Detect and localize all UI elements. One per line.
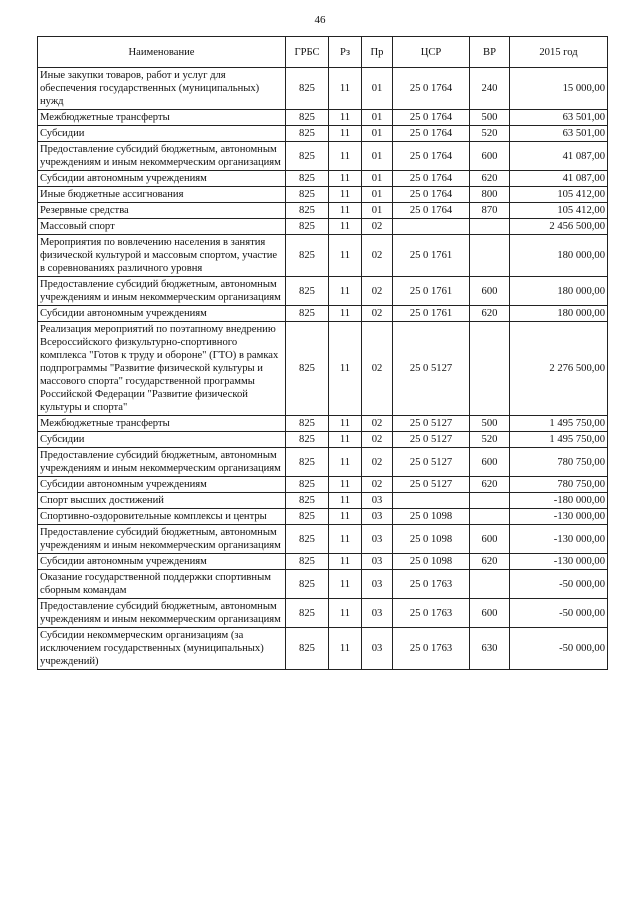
cell-name: Предоставление субсидий бюджетным, автономным учреждениям и иным некоммерческим организациям: [38, 142, 286, 171]
cell-csr: 25 0 1098: [393, 554, 470, 570]
cell-rz: 11: [329, 416, 362, 432]
cell-vr: 800: [470, 187, 510, 203]
cell-vr: 620: [470, 306, 510, 322]
cell-name: Предоставление субсидий бюджетным, автономным учреждениям и иным некоммерческим организациям: [38, 277, 286, 306]
cell-grbs: 825: [286, 493, 329, 509]
cell-vr: [470, 493, 510, 509]
cell-pr: 03: [362, 493, 393, 509]
cell-name: Субсидии: [38, 126, 286, 142]
cell-name: Предоставление субсидий бюджетным, автономным учреждениям и иным некоммерческим организациям: [38, 525, 286, 554]
table-header-row: [38, 37, 608, 68]
cell-csr: 25 0 1098: [393, 525, 470, 554]
cell-vr: 500: [470, 110, 510, 126]
cell-grbs: 825: [286, 416, 329, 432]
cell-rz: 11: [329, 187, 362, 203]
cell-pr: 02: [362, 477, 393, 493]
table-row: [38, 570, 608, 599]
cell-amount: 780 750,00: [510, 448, 608, 477]
cell-rz: 11: [329, 554, 362, 570]
cell-pr: 02: [362, 432, 393, 448]
cell-rz: 11: [329, 110, 362, 126]
cell-csr: 25 0 1764: [393, 203, 470, 219]
cell-rz: 11: [329, 203, 362, 219]
cell-grbs: 825: [286, 126, 329, 142]
cell-pr: 03: [362, 570, 393, 599]
table-row: [38, 509, 608, 525]
table-row: [38, 68, 608, 110]
cell-vr: [470, 235, 510, 277]
cell-pr: 02: [362, 416, 393, 432]
cell-grbs: 825: [286, 322, 329, 416]
cell-grbs: 825: [286, 477, 329, 493]
cell-rz: 11: [329, 306, 362, 322]
cell-pr: 02: [362, 235, 393, 277]
cell-csr: 25 0 5127: [393, 477, 470, 493]
cell-vr: 520: [470, 126, 510, 142]
header-rz: Рз: [329, 37, 362, 68]
cell-rz: 11: [329, 493, 362, 509]
cell-vr: 600: [470, 599, 510, 628]
cell-amount: 15 000,00: [510, 68, 608, 110]
cell-amount: -50 000,00: [510, 628, 608, 670]
cell-pr: 01: [362, 142, 393, 171]
cell-vr: 520: [470, 432, 510, 448]
cell-name: Субсидии автономным учреждениям: [38, 171, 286, 187]
cell-csr: 25 0 1763: [393, 628, 470, 670]
cell-grbs: 825: [286, 171, 329, 187]
cell-csr: 25 0 1761: [393, 277, 470, 306]
cell-pr: 03: [362, 509, 393, 525]
cell-pr: 01: [362, 203, 393, 219]
table-row: [38, 432, 608, 448]
cell-pr: 02: [362, 306, 393, 322]
cell-amount: 105 412,00: [510, 203, 608, 219]
cell-pr: 01: [362, 126, 393, 142]
cell-name: Предоставление субсидий бюджетным, автономным учреждениям и иным некоммерческим организациям: [38, 448, 286, 477]
header-name: Наименование: [38, 37, 286, 68]
cell-rz: 11: [329, 219, 362, 235]
cell-vr: 600: [470, 448, 510, 477]
cell-csr: [393, 219, 470, 235]
cell-csr: 25 0 1763: [393, 599, 470, 628]
cell-amount: 180 000,00: [510, 277, 608, 306]
cell-name: Субсидии автономным учреждениям: [38, 306, 286, 322]
cell-grbs: 825: [286, 509, 329, 525]
table-row: [38, 448, 608, 477]
cell-grbs: 825: [286, 187, 329, 203]
cell-grbs: 825: [286, 554, 329, 570]
table-row: [38, 187, 608, 203]
cell-name: Резервные средства: [38, 203, 286, 219]
table-row: [38, 219, 608, 235]
cell-name: Иные закупки товаров, работ и услуг для обеспечения государственных (муниципальных) нужд: [38, 68, 286, 110]
table-row: [38, 628, 608, 670]
cell-name: Массовый спорт: [38, 219, 286, 235]
table-row: [38, 277, 608, 306]
cell-vr: 240: [470, 68, 510, 110]
table-row: [38, 477, 608, 493]
cell-vr: 870: [470, 203, 510, 219]
table-row: [38, 416, 608, 432]
cell-csr: 25 0 5127: [393, 432, 470, 448]
cell-pr: 03: [362, 599, 393, 628]
table-row: [38, 142, 608, 171]
cell-name: Мероприятия по вовлечению населения в занятия физической культурой и массовым спортом, участие в соревнованиях различного уровня: [38, 235, 286, 277]
cell-amount: 2 276 500,00: [510, 322, 608, 416]
cell-rz: 11: [329, 477, 362, 493]
cell-pr: 01: [362, 187, 393, 203]
cell-csr: 25 0 1098: [393, 509, 470, 525]
table-row: [38, 306, 608, 322]
cell-vr: [470, 219, 510, 235]
cell-rz: 11: [329, 448, 362, 477]
cell-csr: 25 0 1764: [393, 142, 470, 171]
cell-rz: 11: [329, 322, 362, 416]
cell-name: Межбюджетные трансферты: [38, 416, 286, 432]
cell-amount: -50 000,00: [510, 570, 608, 599]
cell-vr: 600: [470, 142, 510, 171]
cell-csr: 25 0 5127: [393, 322, 470, 416]
cell-rz: 11: [329, 126, 362, 142]
table-row: [38, 554, 608, 570]
cell-vr: [470, 570, 510, 599]
cell-name: Спорт высших достижений: [38, 493, 286, 509]
cell-amount: 105 412,00: [510, 187, 608, 203]
cell-name: Субсидии автономным учреждениям: [38, 554, 286, 570]
cell-grbs: 825: [286, 219, 329, 235]
cell-csr: 25 0 1761: [393, 235, 470, 277]
cell-grbs: 825: [286, 570, 329, 599]
cell-amount: -130 000,00: [510, 525, 608, 554]
cell-grbs: 825: [286, 235, 329, 277]
cell-csr: 25 0 5127: [393, 416, 470, 432]
cell-rz: 11: [329, 171, 362, 187]
table-row: [38, 525, 608, 554]
cell-pr: 02: [362, 219, 393, 235]
cell-csr: 25 0 1764: [393, 110, 470, 126]
cell-amount: 1 495 750,00: [510, 416, 608, 432]
cell-rz: 11: [329, 142, 362, 171]
cell-rz: 11: [329, 432, 362, 448]
cell-csr: [393, 493, 470, 509]
cell-csr: 25 0 1764: [393, 187, 470, 203]
cell-grbs: 825: [286, 525, 329, 554]
cell-vr: 620: [470, 477, 510, 493]
cell-vr: 620: [470, 554, 510, 570]
cell-csr: 25 0 1764: [393, 68, 470, 110]
header-csr: ЦСР: [393, 37, 470, 68]
table-row: [38, 322, 608, 416]
cell-name: Оказание государственной поддержки спортивным сборным командам: [38, 570, 286, 599]
cell-pr: 01: [362, 171, 393, 187]
cell-amount: 180 000,00: [510, 306, 608, 322]
cell-amount: -50 000,00: [510, 599, 608, 628]
cell-name: Иные бюджетные ассигнования: [38, 187, 286, 203]
cell-grbs: 825: [286, 142, 329, 171]
header-vr: ВР: [470, 37, 510, 68]
cell-csr: 25 0 1764: [393, 171, 470, 187]
cell-rz: 11: [329, 525, 362, 554]
table-row: [38, 203, 608, 219]
cell-csr: 25 0 5127: [393, 448, 470, 477]
cell-grbs: 825: [286, 599, 329, 628]
cell-csr: 25 0 1763: [393, 570, 470, 599]
cell-rz: 11: [329, 509, 362, 525]
cell-amount: 2 456 500,00: [510, 219, 608, 235]
page-number: 46: [314, 14, 326, 26]
cell-name: Субсидии некоммерческим организациям (за исключением государственных (муниципальных) учреждений): [38, 628, 286, 670]
cell-grbs: 825: [286, 277, 329, 306]
cell-name: Спортивно-оздоровительные комплексы и центры: [38, 509, 286, 525]
cell-grbs: 825: [286, 110, 329, 126]
cell-amount: 180 000,00: [510, 235, 608, 277]
cell-pr: 02: [362, 277, 393, 306]
cell-rz: 11: [329, 570, 362, 599]
cell-amount: 1 495 750,00: [510, 432, 608, 448]
cell-csr: 25 0 1761: [393, 306, 470, 322]
cell-name: Межбюджетные трансферты: [38, 110, 286, 126]
cell-amount: 41 087,00: [510, 142, 608, 171]
cell-amount: 780 750,00: [510, 477, 608, 493]
table-row: [38, 171, 608, 187]
cell-rz: 11: [329, 277, 362, 306]
cell-amount: 63 501,00: [510, 126, 608, 142]
cell-pr: 01: [362, 68, 393, 110]
cell-pr: 03: [362, 628, 393, 670]
cell-vr: 620: [470, 171, 510, 187]
cell-amount: 63 501,00: [510, 110, 608, 126]
cell-pr: 02: [362, 322, 393, 416]
cell-pr: 03: [362, 525, 393, 554]
cell-rz: 11: [329, 68, 362, 110]
table-row: [38, 126, 608, 142]
table-row: [38, 599, 608, 628]
budget-table: [37, 36, 608, 670]
cell-amount: -130 000,00: [510, 509, 608, 525]
cell-vr: 600: [470, 525, 510, 554]
cell-rz: 11: [329, 628, 362, 670]
cell-pr: 01: [362, 110, 393, 126]
cell-pr: 02: [362, 448, 393, 477]
cell-grbs: 825: [286, 306, 329, 322]
header-grbs: ГРБС: [286, 37, 329, 68]
header-pr: Пр: [362, 37, 393, 68]
cell-vr: [470, 322, 510, 416]
table-row: [38, 235, 608, 277]
table-row: [38, 493, 608, 509]
cell-grbs: 825: [286, 628, 329, 670]
cell-name: Субсидии: [38, 432, 286, 448]
cell-vr: 600: [470, 277, 510, 306]
cell-grbs: 825: [286, 432, 329, 448]
cell-rz: 11: [329, 599, 362, 628]
cell-csr: 25 0 1764: [393, 126, 470, 142]
cell-vr: [470, 509, 510, 525]
table-row: [38, 110, 608, 126]
cell-grbs: 825: [286, 203, 329, 219]
cell-name: Предоставление субсидий бюджетным, автономным учреждениям и иным некоммерческим организациям: [38, 599, 286, 628]
cell-vr: 630: [470, 628, 510, 670]
cell-vr: 500: [470, 416, 510, 432]
cell-name: Субсидии автономным учреждениям: [38, 477, 286, 493]
cell-rz: 11: [329, 235, 362, 277]
cell-amount: 41 087,00: [510, 171, 608, 187]
cell-grbs: 825: [286, 68, 329, 110]
cell-name: Реализация мероприятий по поэтапному внедрению Всероссийского физкультурно-спортивного комплекса "Готов к труду и обороне" (ГТО) в рамках подпрограммы "Развитие физической культуры и массового спорта" государственной программы Российской Федерации "Развитие физической культуры и спорта": [38, 322, 286, 416]
cell-grbs: 825: [286, 448, 329, 477]
cell-pr: 03: [362, 554, 393, 570]
cell-amount: -180 000,00: [510, 493, 608, 509]
cell-amount: -130 000,00: [510, 554, 608, 570]
header-amount: 2015 год: [510, 37, 608, 68]
